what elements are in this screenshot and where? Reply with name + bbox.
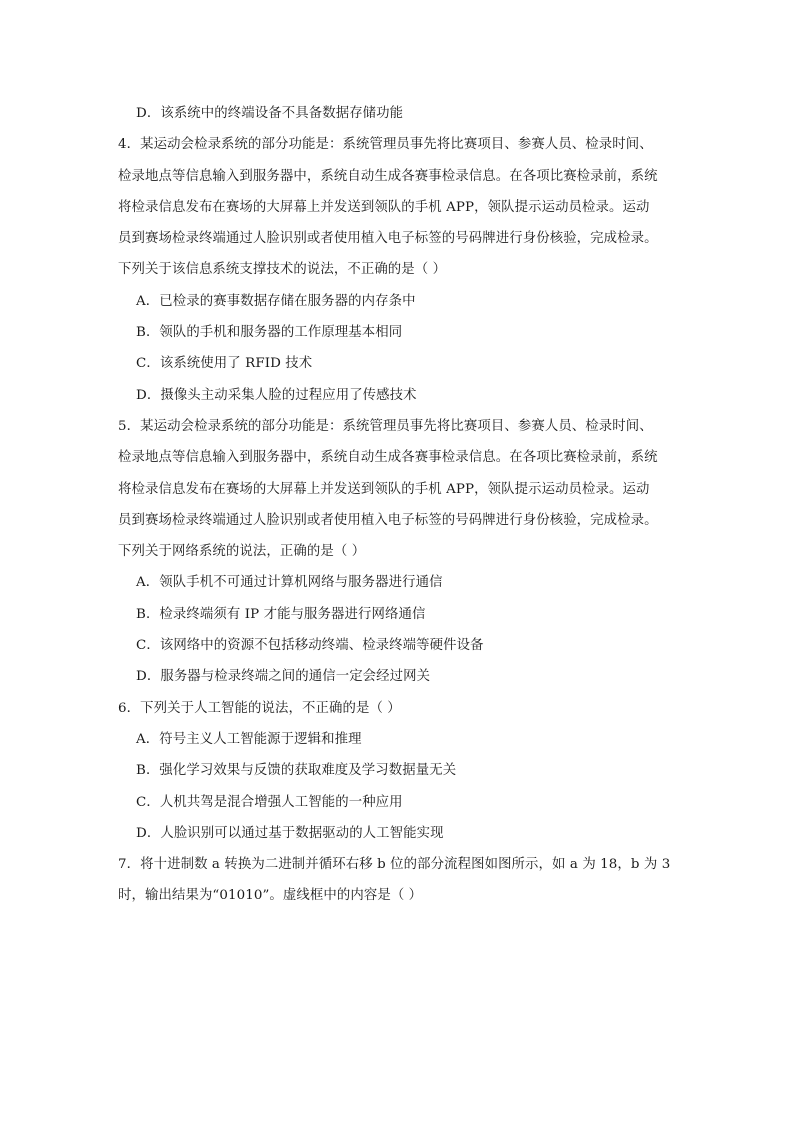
question-4-stem-line-5: 下列关于该信息系统支撑技术的说法，不正确的是（ ）	[118, 262, 447, 278]
question-6-option-c: C．人机共驾是混合增强人工智能的一种应用	[136, 794, 403, 810]
question-6-option-d: D．人脸识别可以通过基于数据驱动的人工智能实现	[136, 825, 444, 841]
question-5-option-d: D．服务器与检录终端之间的通信一定会经过网关	[136, 669, 431, 685]
question-5-option-c: C．该网络中的资源不包括移动终端、检录终端等硬件设备	[136, 638, 484, 654]
question-4-option-a: A．已检录的赛事数据存储在服务器的内存条中	[136, 293, 416, 309]
question-4-stem-line-1: 4．某运动会检录系统的部分功能是：系统管理员事先将比赛项目、参赛人员、检录时间、	[118, 137, 653, 153]
question-6-option-b: B．强化学习效果与反馈的获取难度及学习数据量无关	[136, 763, 457, 779]
option-d-q3: D．该系统中的终端设备不具备数据存储功能	[136, 106, 404, 121]
question-5-stem-line-2: 检录地点等信息输入到服务器中，系统自动生成各赛事检录信息。在各项比赛检录前，系统	[118, 450, 658, 466]
question-content	[118, 98, 683, 912]
question-4-stem-line-2: 检录地点等信息输入到服务器中，系统自动生成各赛事检录信息。在各项比赛检录前，系统	[118, 168, 658, 184]
question-6-option-a: A．符号主义人工智能源于逻辑和推理	[136, 731, 362, 747]
question-4-stem-line-4: 员到赛场检录终端通过人脸识别或者使用植入电子标签的号码牌进行身份核验，完成检录。	[118, 231, 658, 247]
question-4-option-c: C．该系统使用了 RFID 技术	[136, 356, 313, 372]
question-4-stem-line-3: 将检录信息发布在赛场的大屏幕上并发送到领队的手机 APP，领队提示运动员检录。运动	[118, 199, 650, 215]
question-5-option-a: A．领队手机不可通过计算机网络与服务器进行通信	[136, 575, 443, 591]
question-4-option-b: B．领队的手机和服务器的工作原理基本相同	[136, 325, 403, 341]
question-6-stem: 6．下列关于人工智能的说法，不正确的是（ ）	[118, 700, 401, 716]
question-5-stem-line-3: 将检录信息发布在赛场的大屏幕上并发送到领队的手机 APP，领队提示运动员检录。运动	[118, 481, 650, 497]
question-5-stem-line-1: 5．某运动会检录系统的部分功能是：系统管理员事先将比赛项目、参赛人员、检录时间、	[118, 418, 653, 434]
question-4-option-d: D．摄像头主动采集人脸的过程应用了传感技术	[136, 387, 417, 403]
question-7-stem-line-2: 时，输出结果为“01010”。虚线框中的内容是（ ）	[118, 888, 423, 904]
question-5-option-b: B．检录终端须有 IP 才能与服务器进行网络通信	[136, 606, 426, 622]
question-7-stem-line-1: 7．将十进制数 a 转换为二进制并循环右移 b 位的部分流程图如图所示，如 a 为 18，b 为 3	[118, 857, 671, 873]
question-5-stem-line-5: 下列关于网络系统的说法，正确的是（ ）	[118, 544, 366, 560]
question-5-stem-line-4: 员到赛场检录终端通过人脸识别或者使用植入电子标签的号码牌进行身份核验，完成检录。	[118, 512, 658, 528]
